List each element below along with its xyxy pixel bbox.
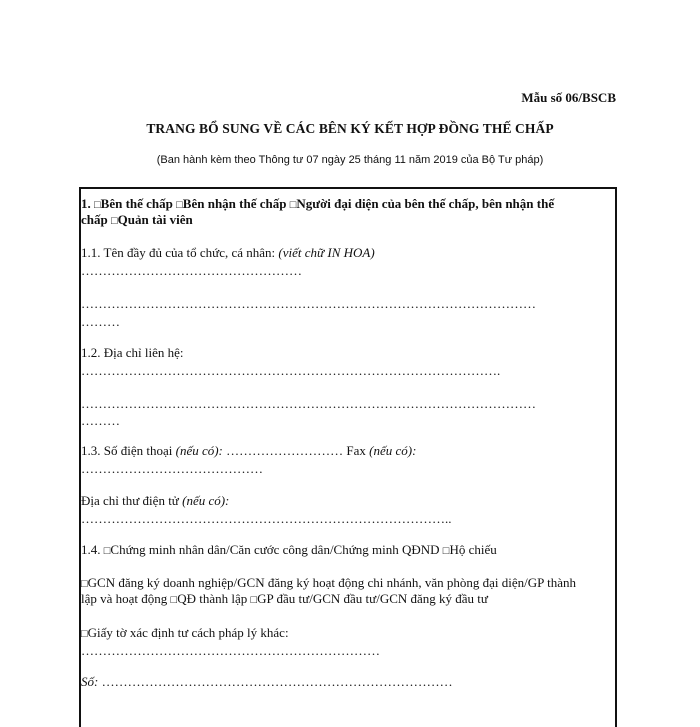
- checkbox-other-docs[interactable]: □: [81, 628, 88, 640]
- number-row: [81, 674, 615, 690]
- label-asset-manager: Quản tài viên: [117, 212, 193, 227]
- number-label: Số:: [81, 674, 102, 689]
- label-investment-license: GP đầu tư/GCN đầu tư/GCN đăng ký đầu tư: [257, 591, 488, 606]
- section-1-heading: 1. □Bên thế chấp □Bên nhận thế chấp □Người đại diện của bên thế chấp, bên nhận thế: [81, 196, 555, 211]
- label-business-registration: GCN đăng ký doanh nghiệp/GCN đăng ký hoạt động chi nhánh, văn phòng đại diện/GP thành: [87, 575, 577, 590]
- fullname-hint: (viết chữ IN HOA): [278, 245, 375, 260]
- checkbox-citizen-id[interactable]: □: [103, 545, 111, 557]
- section-1-heading-line2: [81, 212, 615, 229]
- number-field[interactable]: ………………………………………………………………………: [101, 674, 453, 689]
- page-title: TRANG BỔ SUNG VỀ CÁC BÊN KÝ KẾT HỢP ĐỒNG THẾ CHẤP: [146, 121, 554, 136]
- id-label-prefix: 1.4.: [81, 542, 104, 557]
- fullname-label: 1.1. Tên đầy đủ của tổ chức, cá nhân:: [81, 245, 279, 260]
- fax-optional-hint: (nếu có):: [369, 443, 417, 458]
- label-mortgagor: Bên thế chấp: [100, 196, 173, 211]
- checkbox-passport[interactable]: □: [442, 545, 450, 557]
- label-other-docs: Giấy tờ xác định tư cách pháp lý khác:: [87, 625, 289, 640]
- label-establishment-decision: QĐ thành lập: [177, 591, 251, 606]
- gcn-row: [81, 575, 615, 592]
- address-field-3[interactable]: ………: [81, 413, 120, 428]
- phone-optional-hint: (nếu có):: [175, 443, 223, 458]
- label-mortgagee: Bên nhận thế chấp: [182, 196, 287, 211]
- fax-label: Fax: [346, 443, 370, 458]
- checkbox-mortgagor[interactable]: □: [94, 199, 101, 211]
- email-field[interactable]: …………………………………………………………………………..: [81, 511, 452, 526]
- fullname-field[interactable]: ……………………………………………: [81, 263, 302, 278]
- fullname-field-2[interactable]: ……………………………………………………………………………………………: [81, 296, 536, 311]
- id-type-row: [81, 542, 615, 559]
- checkbox-representative[interactable]: □: [289, 199, 297, 211]
- checkbox-asset-manager[interactable]: □: [110, 215, 118, 227]
- label-representative-cont: chấp: [81, 212, 108, 227]
- other-docs-field[interactable]: ……………………………………………………………: [81, 643, 380, 658]
- email-optional-hint: (nếu có):: [182, 493, 230, 508]
- page-subtitle: (Ban hành kèm theo Thông tư 07 ngày 25 tháng 11 năm 2019 của Bộ Tư pháp): [156, 154, 544, 166]
- fax-field[interactable]: ……………………………………: [81, 461, 263, 476]
- address-field-1[interactable]: …………………………………………………………………………………….: [81, 363, 501, 378]
- fullname-row: [81, 245, 615, 261]
- label-citizen-id: Chứng minh nhân dân/Căn cước công dân/Chứng minh QĐND: [110, 542, 443, 557]
- checkbox-investment-license[interactable]: □: [250, 594, 258, 606]
- checkbox-business-registration[interactable]: □: [81, 578, 88, 590]
- address-field-2[interactable]: ……………………………………………………………………………………………: [81, 396, 536, 411]
- phone-label: 1.3. Số điện thoại: [81, 443, 176, 458]
- phone-field[interactable]: ………………………: [222, 443, 347, 458]
- address-label: 1.2. Địa chỉ liên hệ:: [81, 345, 184, 360]
- phone-row: [81, 443, 615, 459]
- label-representative: Người đại diện của bên thế chấp, bên nhận thế: [296, 196, 555, 211]
- label-business-registration-cont: lập và hoạt động: [81, 591, 171, 606]
- email-row: [81, 493, 615, 509]
- other-docs-row: [81, 625, 615, 642]
- label-passport: Hộ chiếu: [449, 542, 497, 557]
- email-label: Địa chỉ thư điện tử: [81, 493, 183, 508]
- fullname-field-3[interactable]: ………: [81, 314, 120, 329]
- gcn-row-2: [81, 591, 615, 608]
- form-code: Mẫu số 06/BSCB: [521, 90, 616, 105]
- checkbox-establishment-decision[interactable]: □: [170, 594, 178, 606]
- checkbox-mortgagee[interactable]: □: [176, 199, 183, 211]
